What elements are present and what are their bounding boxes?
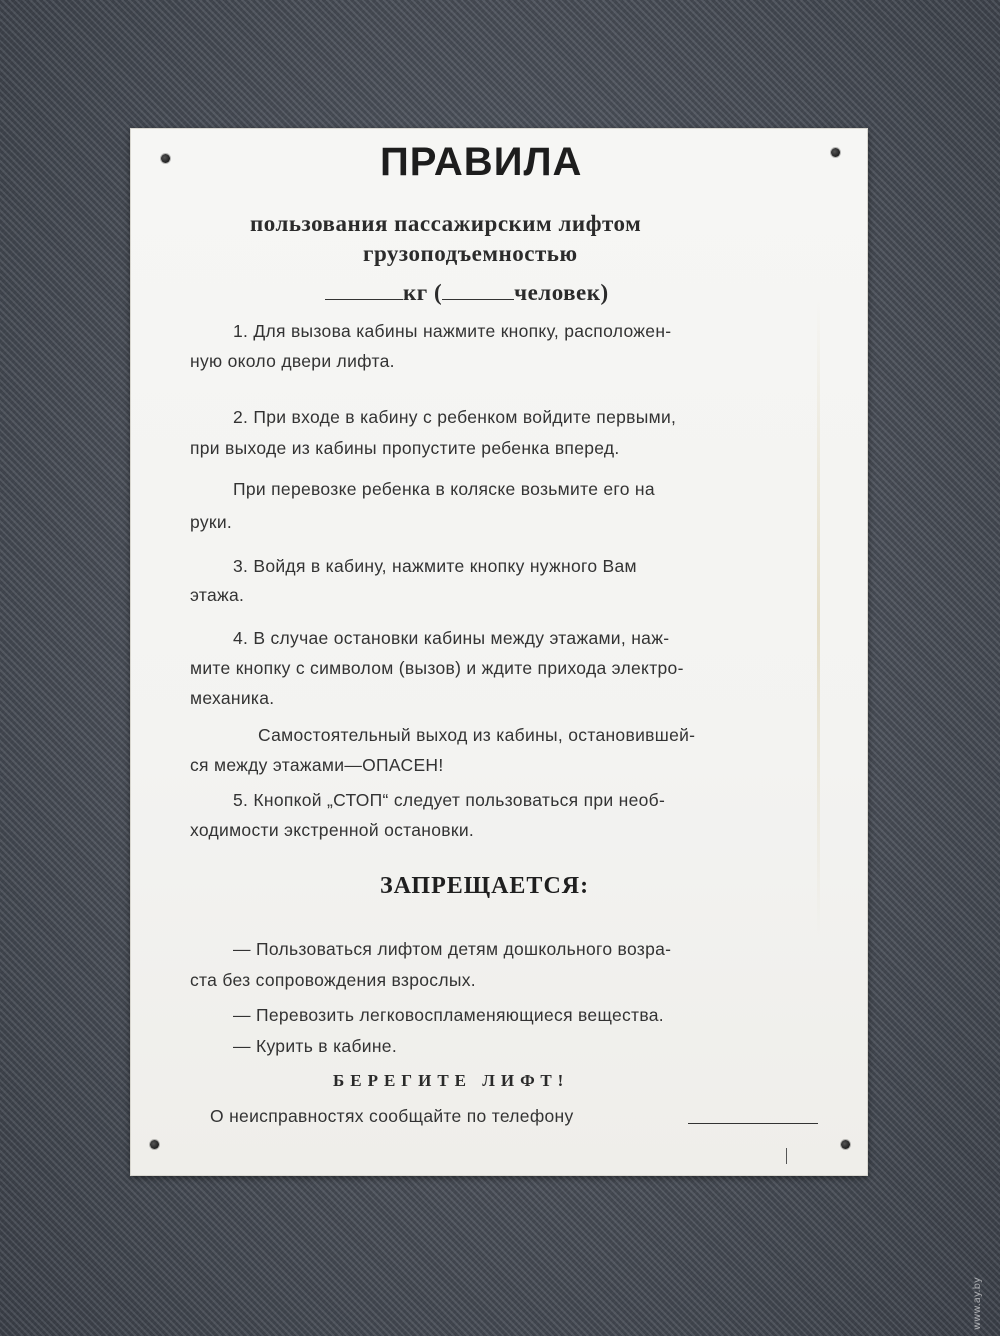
forbidden-line: — Пользоваться лифтом детям дошкольного возра- [233, 939, 672, 959]
rule-line: 1. Для вызова кабины нажмите кнопку, расположен- [233, 321, 672, 341]
rule-line: 2. При входе в кабину с ребенком войдите первыми, [233, 407, 677, 427]
screw-hole-bottom-right [841, 1140, 850, 1149]
rule-line: этажа. [190, 585, 245, 605]
screw-hole-bottom-left [150, 1140, 159, 1149]
rule-line: 3. Войдя в кабину, нажмите кнопку нужного Вам [233, 556, 637, 576]
screw-hole-top-left [161, 154, 170, 163]
capacity-line [325, 280, 609, 306]
capacity-people-label: человек) [514, 280, 609, 305]
rule-line: 5. Кнопкой „СТОП“ следует пользоваться при необ- [233, 790, 666, 810]
rule-line: 4. В случае остановки кабины между этажами, наж- [233, 628, 670, 648]
phone-text: О неисправностях сообщайте по телефону [210, 1106, 574, 1126]
care-notice: БЕРЕГИТЕ ЛИФТ! [333, 1071, 570, 1090]
forbidden-line: — Курить в кабине. [233, 1036, 398, 1056]
rule-line: при выходе из кабины пропустите ребенка вперед. [190, 438, 620, 458]
rule-line: Самостоятельный выход из кабины, остановившей- [258, 725, 696, 745]
subtitle-line-1: пользования пассажирским лифтом [250, 211, 642, 236]
rule-line: мите кнопку с символом (вызов) и ждите прихода электро- [190, 658, 684, 678]
capacity-kg-label: кг ( [403, 280, 443, 305]
subtitle-line-2: грузоподъемностью [363, 241, 578, 266]
stain [817, 298, 820, 938]
rule-line: ную около двери лифта. [190, 351, 395, 371]
scratch-mark [786, 1148, 787, 1164]
phone-number-blank [688, 1123, 818, 1124]
page-title: ПРАВИЛА [380, 140, 583, 184]
rule-line: ходимости экстренной остановки. [190, 820, 475, 840]
forbidden-line: ста без сопровождения взрослых. [190, 970, 476, 990]
rule-line: ся между этажами—ОПАСЕН! [190, 755, 444, 775]
watermark: www.ay.by [972, 1277, 983, 1330]
capacity-kg-blank [325, 298, 403, 300]
forbidden-heading: ЗАПРЕЩАЕТСЯ: [380, 873, 590, 899]
rule-line: руки. [190, 512, 233, 532]
elevator-rules-sign [130, 128, 868, 1176]
rule-line: механика. [190, 688, 275, 708]
capacity-people-blank [442, 298, 514, 300]
forbidden-line: — Перевозить легковоспламеняющиеся вещества. [233, 1005, 664, 1025]
screw-hole-top-right [831, 148, 840, 157]
rule-line: При перевозке ребенка в коляске возьмите его на [233, 479, 655, 499]
